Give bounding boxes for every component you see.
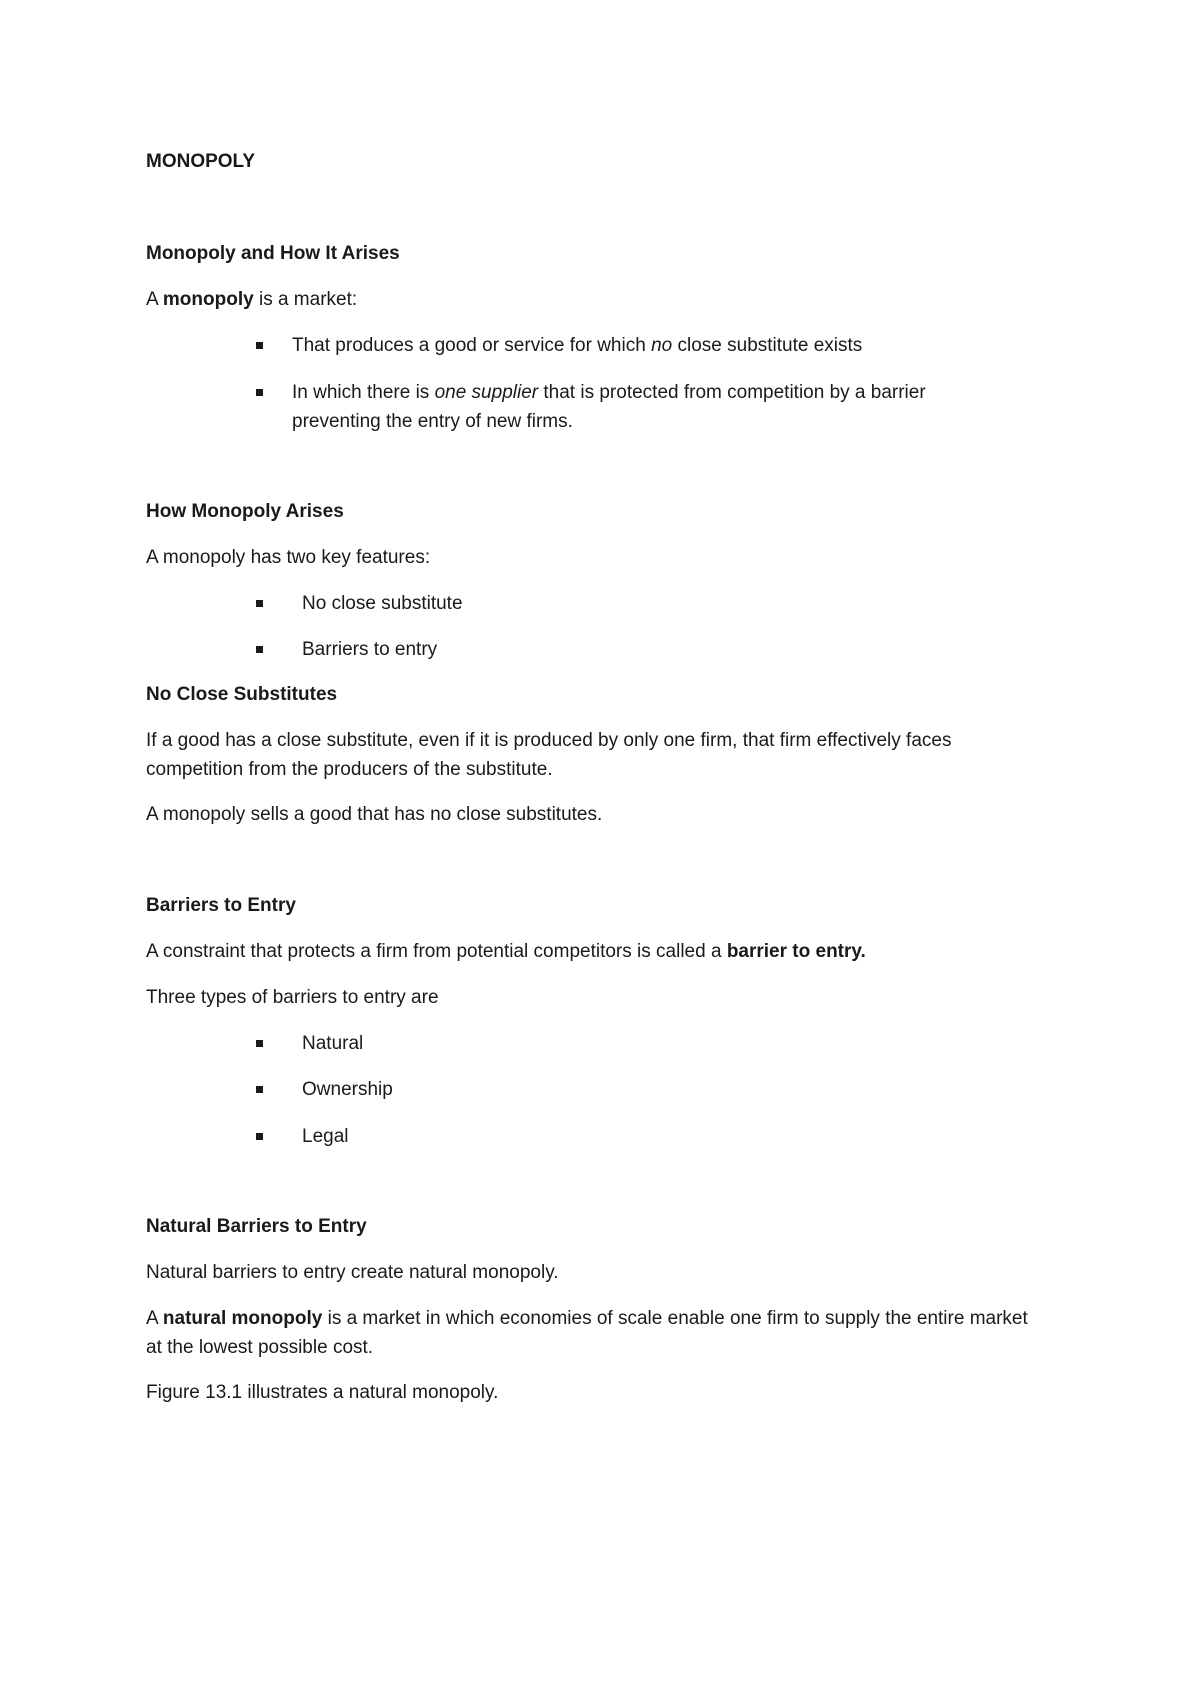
section-heading-barriers-to-entry: Barriers to Entry [146, 895, 296, 916]
paragraph-text-end: is a market in which economies of scale enable one firm to supply the entire market at the lowest possible cost. [146, 1308, 1028, 1358]
section-heading-natural-barriers-to-entry: Natural Barriers to Entry [146, 1216, 367, 1237]
list-item [256, 635, 956, 664]
paragraph: A monopoly has two key features: [146, 547, 431, 568]
list-item-text: Ownership [302, 1079, 393, 1100]
list-item-text: Natural [302, 1033, 364, 1054]
section-heading-how-monopoly-arises: How Monopoly Arises [146, 501, 344, 522]
list-item-text: No close substitute [302, 593, 463, 614]
bullet-icon [256, 635, 302, 664]
paragraph: Three types of barriers to entry are [146, 987, 439, 1008]
list-item-text: Barriers to entry [302, 639, 438, 660]
list-item [256, 331, 1016, 360]
list-item [256, 589, 956, 618]
list-item-text: In which there is one supplier that is protected from competition by a barrier preventing the entry of new firms. [292, 382, 926, 432]
bullet-icon [256, 1029, 302, 1058]
list-item [256, 1122, 856, 1151]
list-item [256, 378, 1016, 436]
intro-bold-term: monopoly [162, 289, 254, 310]
section-heading-no-close-substitutes: No Close Substitutes [146, 684, 338, 705]
paragraph: If a good has a close substitute, even if it is produced by only one firm, that firm effectively faces competition from the producers of the substitute. [146, 730, 952, 780]
paragraph: Natural barriers to entry create natural monopoly. [146, 1262, 559, 1283]
bullet-icon [256, 378, 292, 407]
bullet-icon [256, 1122, 302, 1151]
bold-term: barrier to entry. [726, 941, 866, 962]
paragraph-text: A [146, 1308, 163, 1329]
list-item-text: That produces a good or service for which no close substitute exists [292, 335, 863, 356]
bullet-icon [256, 589, 302, 618]
paragraph: A monopoly sells a good that has no close substitutes. [146, 804, 603, 825]
intro-text: A [146, 289, 163, 310]
paragraph [146, 1304, 1046, 1362]
intro-text-end: is a market: [253, 289, 358, 310]
monopoly-definition-intro [146, 285, 357, 314]
bullet-icon [256, 1075, 302, 1104]
list-item [256, 1029, 856, 1058]
document-title: MONOPOLY [146, 151, 256, 172]
list-item-text: Legal [302, 1126, 349, 1147]
list-item [256, 1075, 856, 1104]
paragraph [146, 937, 866, 966]
bold-term: natural monopoly [162, 1308, 323, 1329]
bullet-icon [256, 331, 292, 360]
paragraph: Figure 13.1 illustrates a natural monopoly. [146, 1382, 499, 1403]
paragraph-text: A constraint that protects a firm from potential competitors is called a [146, 941, 727, 962]
section-heading-monopoly-and-how-it-arises: Monopoly and How It Arises [146, 243, 400, 264]
